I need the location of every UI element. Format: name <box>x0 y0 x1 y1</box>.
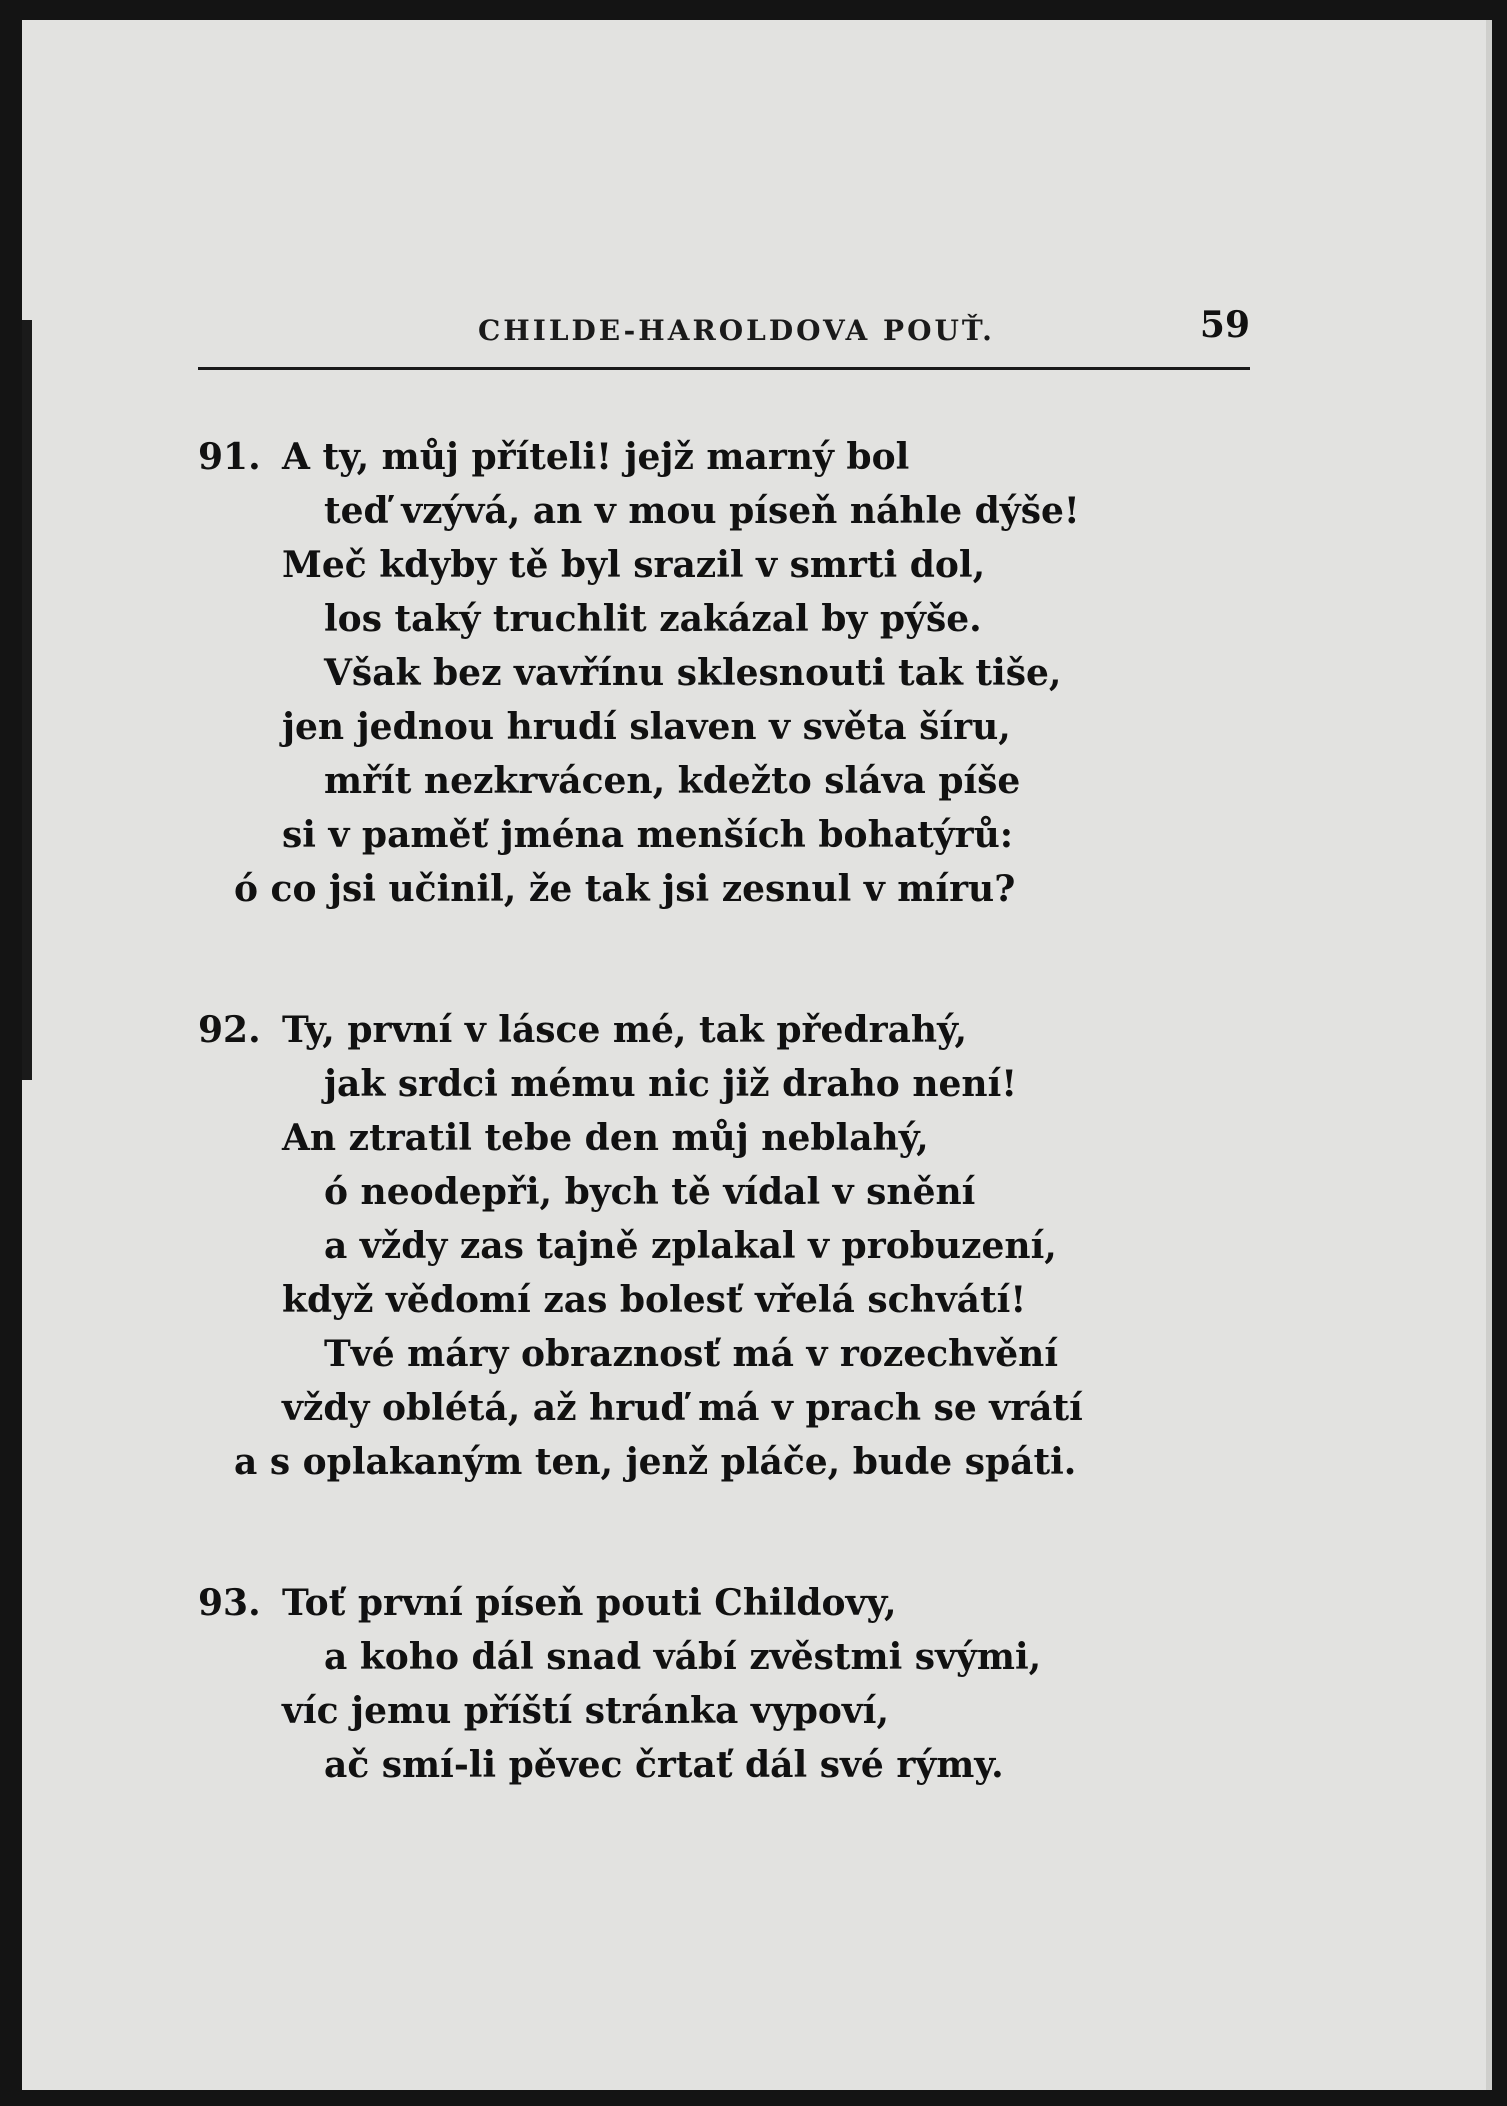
page-right-edge <box>1486 20 1492 2090</box>
verse-text: An ztratil tebe den můj neblahý, <box>282 1117 929 1159</box>
stanza-line <box>198 862 1258 916</box>
verse-text: a koho dál snad vábí zvěstmi svými, <box>324 1636 1042 1678</box>
stanza-line <box>198 1327 1258 1381</box>
verse-text: mřít nezkrvácen, kdežto sláva píše <box>324 760 1021 802</box>
verse-text: ó co jsi učinil, že tak jsi zesnul v míru? <box>234 868 1016 910</box>
verse-text: si v paměť jména menších bohatýrů: <box>282 814 1014 856</box>
page-number: 59 <box>1199 304 1250 346</box>
stanza-number: 93. <box>198 1582 261 1624</box>
verse-text: Tvé máry obraznosť má v rozechvění <box>324 1333 1059 1375</box>
verse-text: a vždy zas tajně zplakal v probuzení, <box>324 1225 1057 1267</box>
stanza-91 <box>198 430 1258 916</box>
stanza-line <box>198 1219 1258 1273</box>
verse-text: los taký truchlit zakázal by pýše. <box>324 598 982 640</box>
stanza-line <box>198 754 1258 808</box>
stanza-line <box>198 1003 1258 1057</box>
verse-text: když vědomí zas bolesť vřelá schvátí! <box>282 1279 1027 1321</box>
stanza-line <box>198 484 1258 538</box>
verse-text: jen jednou hrudí slaven v světa šíru, <box>282 706 1011 748</box>
stanza-line <box>198 1165 1258 1219</box>
page-header <box>198 300 1250 360</box>
stanza-line <box>198 430 1258 484</box>
stanza-line <box>198 1381 1258 1435</box>
verse-text: A ty, můj příteli! jejž marný bol <box>282 436 910 478</box>
stanza-92 <box>198 1003 1258 1489</box>
verse-text: víc jemu příští stránka vypoví, <box>282 1690 890 1732</box>
stanza-number: 91. <box>198 436 261 478</box>
stanza-line <box>198 1435 1258 1489</box>
header-rule <box>198 367 1250 370</box>
verse-text: Meč kdyby tě byl srazil v smrti dol, <box>282 544 986 586</box>
stanza-line <box>198 592 1258 646</box>
verse-text: jak srdci mému nic již draho není! <box>324 1063 1018 1105</box>
stanza-line <box>198 700 1258 754</box>
stanza-line <box>198 1576 1258 1630</box>
verse-text: a s oplakaným ten, jenž pláče, bude spáti. <box>234 1441 1077 1483</box>
stanza-number: 92. <box>198 1009 261 1051</box>
stanza-line <box>198 808 1258 862</box>
verse-text: teď vzývá, an v mou píseň náhle dýše! <box>324 490 1080 532</box>
stanza-line <box>198 646 1258 700</box>
stanza-line <box>198 1738 1258 1792</box>
stanza-line <box>198 1630 1258 1684</box>
stanza-line <box>198 1684 1258 1738</box>
stanza-line <box>198 1273 1258 1327</box>
stanza-line <box>198 538 1258 592</box>
verse-text: Toť první píseň pouti Childovy, <box>282 1582 897 1624</box>
page-binding-edge <box>22 320 32 1080</box>
verse-text: Ty, první v lásce mé, tak předrahý, <box>282 1009 968 1051</box>
stanza-line <box>198 1057 1258 1111</box>
verse-text: vždy oblétá, až hruď má v prach se vrátí <box>282 1387 1083 1429</box>
running-title: CHILDE-HAROLDOVA POUŤ. <box>478 314 995 347</box>
verse-text: Však bez vavřínu sklesnouti tak tiše, <box>324 652 1062 694</box>
stanza-93 <box>198 1576 1258 1792</box>
verse-text: ač smí-li pěvec črtať dál své rýmy. <box>324 1744 1004 1786</box>
stanza-line <box>198 1111 1258 1165</box>
verse-text: ó neodepři, bych tě vídal v snění <box>324 1171 976 1213</box>
